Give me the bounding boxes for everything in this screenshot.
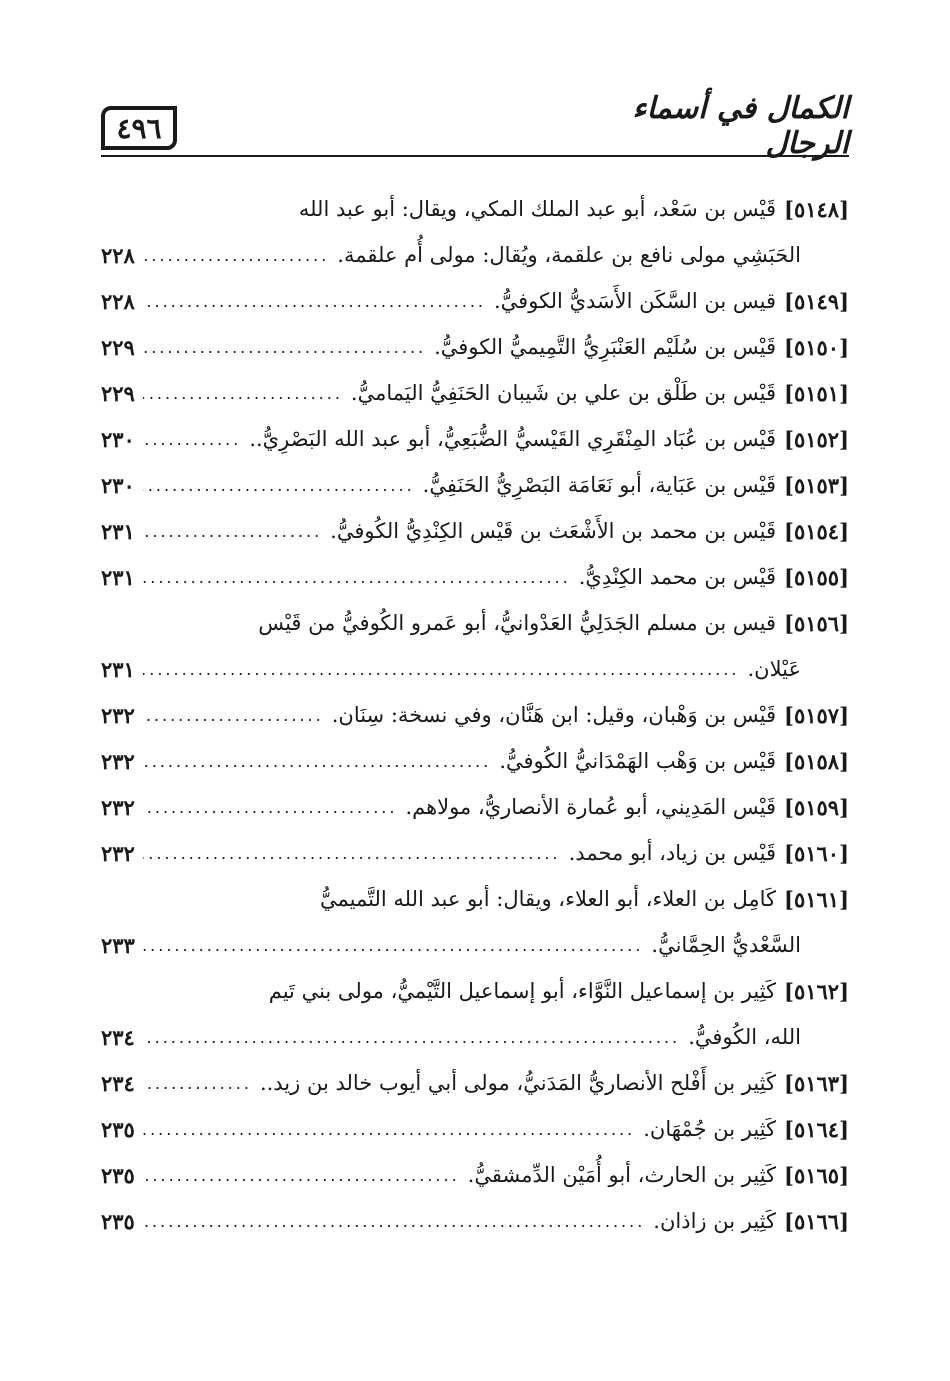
entry-page-number: ٢٣٥: [101, 1116, 135, 1142]
dot-leader: [143, 384, 343, 403]
index-entry-row: [101, 1014, 849, 1060]
index-entry-row: [101, 554, 849, 600]
entry-number: [٥١٤٨]: [784, 196, 849, 222]
entry-number: [٥١٥١]: [784, 380, 849, 406]
entry-page-number: ٢٢٨: [101, 242, 135, 268]
entry-number: [٥١٥٨]: [784, 748, 849, 774]
entry-name: قَيْس المَدِيني، أبو عُمارة الأنصاريُّ، مولاهم.: [405, 795, 776, 819]
dot-leader: [143, 844, 561, 863]
dot-leader: [143, 338, 426, 357]
entry-number: [٥١٥٢]: [784, 426, 849, 452]
entry-number: [٥١٦٣]: [784, 1070, 849, 1096]
entry-name: كَامِل بن العلاء، أبو العلاء، ويقال: أبو عبد الله التَّميميُّ: [320, 887, 776, 911]
entry-page-number: ٢٣٢: [101, 748, 135, 774]
index-entry-row: [101, 876, 849, 922]
entry-page-number: ٢٣٣: [101, 932, 135, 958]
book-title-calligraphy: الكمال في أسماء الرجال: [632, 91, 849, 161]
entry-page-number: ٢٣٠: [101, 426, 135, 452]
dot-leader: [143, 1120, 635, 1139]
entry-name: قَيْس بن طَلْق بن علي بن شَيبان الحَنَفِيُّ اليَماميُّ.: [350, 381, 776, 405]
dot-leader: [143, 706, 324, 725]
index-entry-row: [101, 508, 849, 554]
index-entry-row: [101, 1152, 849, 1198]
entry-name: قيس بن السَّكَن الأَسَديُّ الكوفيُّ.: [494, 289, 776, 313]
entry-name: قَيْس بن عَبَاية، أبو نَعَامَة البَصْرِيُّ الحَنَفِيُّ.: [422, 473, 776, 497]
entry-name: كَثِير بن جُمْهَان.: [643, 1117, 776, 1141]
dot-leader: [143, 292, 486, 311]
index-entry-row: [101, 416, 849, 462]
entry-name: كَثِير بن أَفْلح الأنصاريُّ المَدَنيُّ، مولى أبي أيوب خالد بن زيد..: [259, 1071, 776, 1095]
entry-name: كَثِير بن إسماعيل النَّوَّاء، أبو إسماعيل التَّيْميُّ، مولى بني تَيم: [268, 979, 776, 1003]
entry-number: [٥١٥٩]: [784, 794, 849, 820]
entry-name: قيس بن مسلم الجَدَلِيُّ العَدْوانيُّ، أبو عَمرو الكُوفيُّ من قَيْس: [258, 611, 776, 635]
dot-leader: [143, 246, 329, 265]
dot-leader: [143, 522, 322, 541]
index-entry-row: [101, 278, 849, 324]
dot-leader: [143, 1212, 645, 1231]
entry-page-number: ٢٢٨: [101, 288, 135, 314]
dot-leader: [143, 660, 740, 679]
entry-name: قَيْس بن محمد بن الأَشْعَث بن قَيْس الكِنْدِيُّ الكُوفيُّ.: [330, 519, 776, 543]
entry-number: [٥١٥٤]: [784, 518, 849, 544]
entry-number: [٥١٦٦]: [784, 1208, 849, 1234]
entry-number: [٥١٤٩]: [784, 288, 849, 314]
entry-number: [٥١٥٧]: [784, 702, 849, 728]
index-entry-row: [101, 600, 849, 646]
dot-leader: [143, 1166, 460, 1185]
index-entry-row: [101, 1106, 849, 1152]
dot-leader: [143, 568, 571, 587]
dot-leader: [143, 1028, 680, 1047]
entry-name: قَيْس بن وَهْبان، وقيل: ابن هَنَّان، وفي نسخة: سِنَان.: [331, 703, 776, 727]
entry-page-number: ٢٢٩: [101, 334, 135, 360]
entry-page-number: ٢٣٢: [101, 840, 135, 866]
entry-page-number: ٢٣٠: [101, 472, 135, 498]
entry-page-number: ٢٣٥: [101, 1162, 135, 1188]
entry-name: قَيْس بن سُلَيْم العَنْبَرِيُّ التَّمِيميُّ الكوفيُّ.: [434, 335, 776, 359]
entry-number: [٥١٥٠]: [784, 334, 849, 360]
dot-leader: [143, 430, 241, 449]
entry-page-number: ٢٣٤: [101, 1024, 135, 1050]
index-entry-row: [101, 646, 849, 692]
entry-number: [٥١٥٣]: [784, 472, 849, 498]
entry-name: الله، الكُوفيُّ.: [688, 1025, 801, 1049]
index-entry-row: [101, 1198, 849, 1244]
index-entry-row: [101, 324, 849, 370]
entry-page-number: ٢٣١: [101, 518, 135, 544]
index-entry-row: [101, 462, 849, 508]
dot-leader: [143, 752, 491, 771]
entry-page-number: ٢٣٤: [101, 1070, 135, 1096]
entry-page-number: ٢٣٥: [101, 1208, 135, 1234]
entry-name: كَثِير بن زاذان.: [653, 1209, 776, 1233]
page-number-box: [101, 106, 177, 150]
entry-number: [٥١٦٤]: [784, 1116, 849, 1142]
entry-page-number: ٢٣٢: [101, 794, 135, 820]
entry-name: قَيْس بن زياد، أبو محمد.: [568, 841, 776, 865]
index-entry-row: [101, 232, 849, 278]
entry-number: [٥١٥٥]: [784, 564, 849, 590]
index-entry-row: [101, 968, 849, 1014]
dot-leader: [143, 1074, 252, 1093]
entry-name: عَيْلان.: [747, 657, 801, 681]
entry-name: قَيْس بن وَهْب الهَمْدَانيُّ الكُوفيُّ.: [499, 749, 776, 773]
entry-name: الحَبَشِي مولى نافع بن علقمة، ويُقال: مولى أُم علقمة.: [337, 243, 801, 267]
header-divider: [101, 155, 849, 157]
entry-page-number: ٢٢٩: [101, 380, 135, 406]
index-entry-row: [101, 922, 849, 968]
entry-number: [٥١٦٠]: [784, 840, 849, 866]
index-entry-row: [101, 1060, 849, 1106]
index-entry-row: [101, 692, 849, 738]
entry-name: قَيْس بن عُبَاد المِنْقَرِي القَيْسيُّ الضُّبَعِيُّ، أبو عبد الله البَصْرِيُّ..: [249, 427, 776, 451]
entry-number: [٥١٦٥]: [784, 1162, 849, 1188]
entry-name: قَيْس بن محمد الكِنْدِيُّ.: [578, 565, 776, 589]
entry-page-number: ٢٣١: [101, 656, 135, 682]
index-entries: [101, 186, 849, 1244]
dot-leader: [143, 476, 415, 495]
index-entry-row: [101, 830, 849, 876]
entry-number: [٥١٦١]: [784, 886, 849, 912]
dot-leader: [143, 798, 398, 817]
entry-page-number: ٢٣٢: [101, 702, 135, 728]
dot-leader: [143, 936, 644, 955]
page-number: ٤٩٦: [116, 111, 162, 145]
entry-name: كَثِير بن الحارث، أبو أُمَيْن الدِّمشقيُّ.: [467, 1163, 776, 1187]
index-entry-row: [101, 370, 849, 416]
entry-name: السَّعْديُّ الحِمَّانيُّ.: [651, 933, 801, 957]
entry-page-number: ٢٣١: [101, 564, 135, 590]
index-entry-row: [101, 738, 849, 784]
entry-name: قَيْس بن سَعْد، أبو عبد الملك المكي، ويقال: أبو عبد الله: [298, 197, 776, 221]
index-entry-row: [101, 186, 849, 232]
entry-number: [٥١٦٢]: [784, 978, 849, 1004]
entry-number: [٥١٥٦]: [784, 610, 849, 636]
index-entry-row: [101, 784, 849, 830]
